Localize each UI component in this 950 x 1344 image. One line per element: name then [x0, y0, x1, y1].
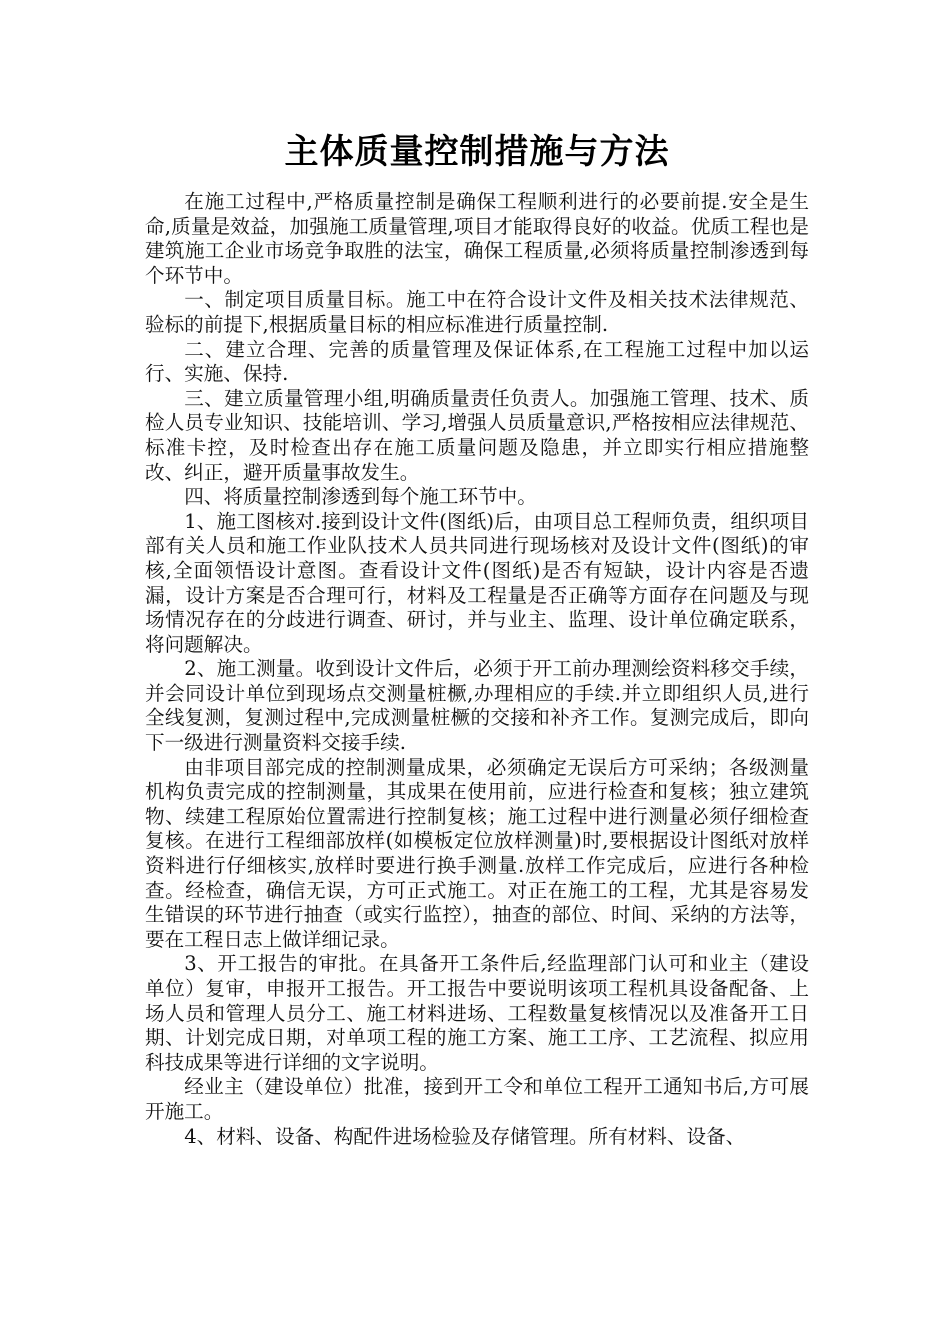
paragraph-item-3: 3、开工报告的审批。在具备开工条件后,经监理部门认可和业主（建设单位）复审，申报开工报告。开工报告中要说明该项工程机具设备配备、上场人员和管理人员分工、施工材料进场、工程数量复核情况以及准备开工日期、计划完成日期，对单项工程的施工方案、施工工序、工艺流程、拟应用科技成果等进行详细的文字说明。	[145, 952, 809, 1074]
paragraph-item-1: 1、施工图核对.接到设计文件(图纸)后，由项目总工程师负责，组织项目部有关人员和施工作业队技术人员共同进行现场核对及设计文件(图纸)的审核,全面领悟设计意图。查看设计文件(图纸)是否有短缺，设计内容是否遗漏，设计方案是否合理可行，材料及工程量是否正确等方面存在问题及与现场情况存在的分歧进行调查、研讨，并与业主、监理、设计单位确定联系，将问题解决。	[145, 509, 809, 656]
paragraph-item-2: 2、施工测量。收到设计文件后，必须于开工前办理测绘资料移交手续，并会同设计单位到现场点交测量桩橛,办理相应的手续.并立即组织人员,进行全线复测，复测过程中,完成测量桩橛的交接和补齐工作。复测完成后，即向下一级进行测量资料交接手续.	[145, 657, 809, 755]
document-title: 主体质量控制措施与方法	[284, 132, 670, 172]
paragraph-section-2: 二、建立合理、完善的质量管理及保证体系,在工程施工过程中加以运行、实施、保持.	[145, 337, 809, 386]
paragraph-section-1: 一、制定项目质量目标。施工中在符合设计文件及相关技术法律规范、验标的前提下,根据质量目标的相应标准进行质量控制.	[145, 288, 809, 336]
paragraph-section-3: 三、建立质量管理小组,明确质量责任负责人。加强施工管理、技术、质检人员专业知识、技能培训、学习,增强人员质量意识,严格按相应法律规范、标准卡控，及时检查出存在施工质量问题及隐患，并立即实行相应措施整改、纠正，避开质量事故发生。	[145, 386, 809, 484]
document-page	[145, 128, 809, 1149]
paragraph-item-4: 4、材料、设备、构配件进场检验及存储管理。所有材料、设备、	[184, 1124, 746, 1148]
paragraph-section-4: 四、将质量控制渗透到每个施工环节中。	[184, 485, 537, 509]
paragraph-item-2-detail: 由非项目部完成的控制测量成果，必须确定无误后方可采纳；各级测量机构负责完成的控制测量，其成果在使用前，应进行检查和复核；独立建筑物、续建工程原始位置需进行控制复核；施工过程中进行测量必须仔细检查复核。在进行工程细部放样(如模板定位放样测量)时,要根据设计图纸对放样资料进行仔细核实,放样时要进行换手测量.放样工作完成后，应进行各种检查。经检查，确信无误，方可正式施工。对正在施工的工程，尤其是容易发生错误的环节进行抽查（或实行监控），抽查的部位、时间、采纳的方法等，要在工程日志上做详细记录。	[145, 755, 809, 951]
paragraph-intro: 在施工过程中,严格质量控制是确保工程顺利进行的必要前提.安全是生命,质量是效益，加强施工质量管理,项目才能取得良好的收益。优质工程也是建筑施工企业市场竞争取胜的法宝，确保工程质量,必须将质量控制渗透到每个环节中。	[145, 190, 809, 287]
paragraph-item-3-detail: 经业主（建设单位）批准，接到开工令和单位工程开工通知书后,方可展开施工。	[145, 1075, 809, 1123]
